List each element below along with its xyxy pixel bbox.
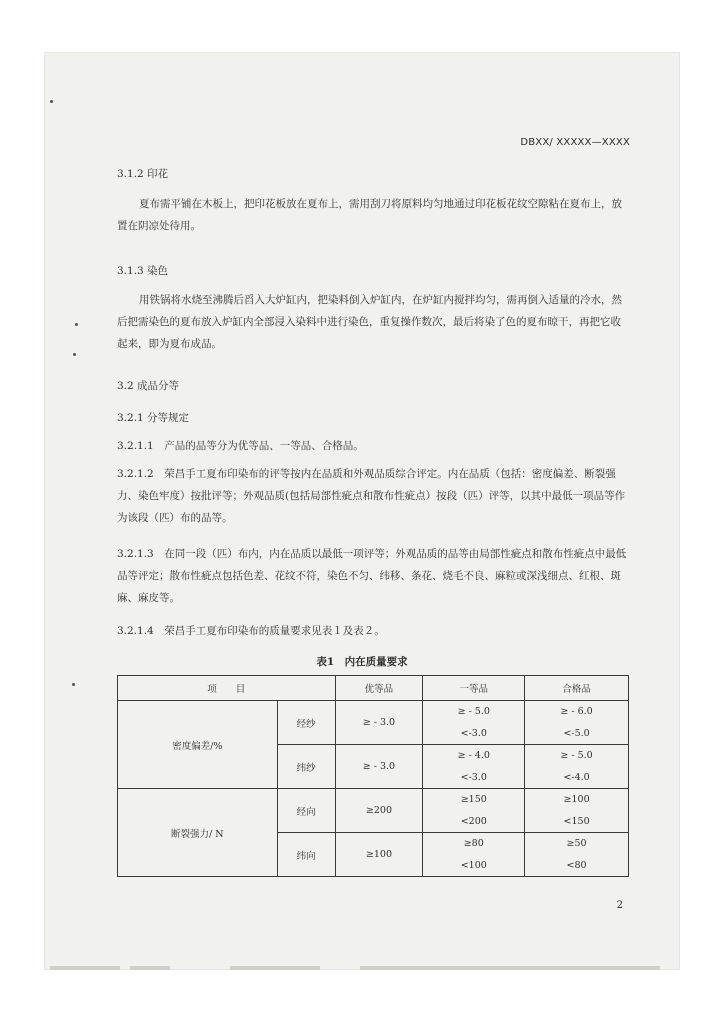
header-superior: 优等品 [335,676,423,701]
density-warp-name: 经纱 [277,701,335,745]
strength-weft-name: 纬向 [277,833,335,877]
header-qualified: 合格品 [525,676,629,701]
table-row [118,701,629,723]
strength-warp-name: 经向 [277,789,335,833]
strength-weft-first-a: ≥80 [423,833,525,855]
density-weft-first-a: ≥ - 4.0 [423,745,525,767]
density-weft-qualified-a: ≥ - 5.0 [525,745,629,767]
strength-weft-qualified-a: ≥50 [525,833,629,855]
strength-weft-first-b: <100 [423,855,525,877]
density-weft-qualified-b: <-4.0 [525,767,629,789]
density-warp-first-b: <-3.0 [423,723,525,745]
scan-speck [72,683,75,686]
quality-table [117,675,629,877]
strength-label: 断裂强力/ N [118,789,278,877]
paragraph-3-1-3: 用铁锅将水烧至沸腾后舀入大炉缸内，把染料倒入炉缸内，在炉缸内搅拌均匀，需再倒入适量的冷水，然后把需染色的夏布放入炉缸内全部浸入染料中进行染色，重复操作数次，最后将染了色的夏布晾干，再把它收起来，即为夏布成品。 [117,294,622,350]
header-first: 一等品 [423,676,525,701]
table-header-row [118,676,629,701]
page-number: 2 [616,900,623,911]
section-title-3-1-3: 3.1.3 染色 [117,265,169,277]
density-warp-qualified-a: ≥ - 6.0 [525,701,629,723]
strength-warp-first-b: <200 [423,811,525,833]
density-warp-qualified-b: <-5.0 [525,723,629,745]
strength-warp-superior: ≥200 [335,789,423,833]
density-weft-superior: ≥ - 3.0 [335,745,423,789]
table-row [118,789,629,811]
paragraph-3-1-2: 夏布需平铺在木板上，把印花板放在夏布上，需用刮刀将原料均匀地通过印花板花纹空隙粘在夏布上，放置在阴凉处待用。 [117,198,622,232]
paragraph-3-2-1-1: 3.2.1.1 产品的品等分为优等品、一等品、合格品。 [117,440,364,452]
scan-edge [130,966,170,970]
density-weft-first-b: <-3.0 [423,767,525,789]
scan-edge [50,966,120,970]
header-item: 项 目 [118,676,336,701]
strength-weft-superior: ≥100 [335,833,423,877]
strength-warp-first-a: ≥150 [423,789,525,811]
document-code: DBXX/ XXXXX—XXXX [520,137,630,148]
scan-edge [230,966,320,970]
paragraph-3-2-1-2: 3.2.1.2 荣昌手工夏布印染布的评等按内在品质和外观品质综合评定。内在品质（包括：密度偏差、断裂强力、染色牢度）按批评等；外观品质(包括局部性疵点和散布性疵点）按段（匹）评等，以其中最低一项品等作为该段（匹）布的品等。 [117,468,626,524]
strength-weft-qualified-b: <80 [525,855,629,877]
scan-speck [73,353,76,356]
section-title-3-2-1: 3.2.1 分等规定 [117,412,190,424]
strength-warp-qualified-a: ≥100 [525,789,629,811]
density-warp-superior: ≥ - 3.0 [335,701,423,745]
density-warp-first-a: ≥ - 5.0 [423,701,525,723]
scan-speck [75,323,78,326]
paragraph-3-2-1-3: 3.2.1.3 在同一段（匹）布内，内在品质以最低一项评等；外观品质的品等由局部性疵点和散布性疵点中最低品等评定；散布性疵点包括色差、花纹不符，染色不匀、纬移、条花、烧毛不良、麻粒或深浅细点、红根、斑麻、麻皮等。 [117,548,627,604]
density-label: 密度偏差/% [118,701,278,789]
section-title-3-2: 3.2 成品分等 [117,380,180,392]
density-weft-name: 纬纱 [277,745,335,789]
table-caption: 表1 内在质量要求 [316,656,408,668]
paragraph-3-2-1-4: 3.2.1.4 荣昌手工夏布印染布的质量要求见表１及表２。 [117,625,385,637]
section-title-3-1-2: 3.1.2 印花 [117,168,169,180]
scan-edge [360,966,660,970]
strength-warp-qualified-b: <150 [525,811,629,833]
scan-speck [50,100,53,103]
